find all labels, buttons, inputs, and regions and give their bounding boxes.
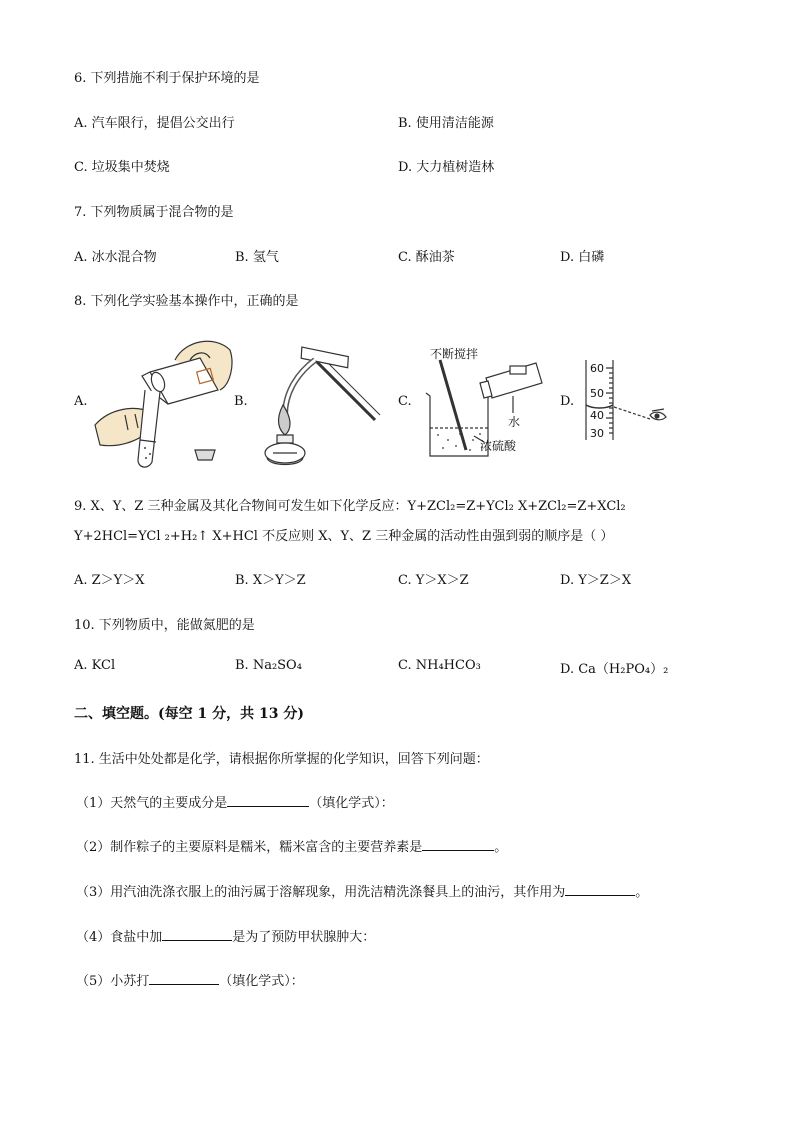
q8-label-a: A. (74, 394, 88, 409)
q7-option-a: A. 冰水混合物 (74, 250, 157, 265)
q11-p4-blank[interactable] (162, 928, 232, 941)
q9-option-c: C. Y＞X＞Z (398, 573, 469, 588)
fig-c-acid-label: 浓硫酸 (480, 439, 517, 453)
q10-option-a: A. KCl (74, 658, 116, 673)
fig-d-tick-50: 50 (590, 387, 604, 400)
figure-graduated-cylinder (578, 355, 678, 445)
q6-option-c: C. 垃圾集中焚烧 (74, 160, 170, 175)
figure-diluting-acid (418, 338, 553, 463)
q6-option-a: A. 汽车限行，提倡公交出行 (74, 116, 235, 131)
section-2-title: 二、填空题。(每空 1 分，共 13 分) (74, 706, 304, 722)
q6-option-d: D. 大力植树造林 (398, 160, 495, 175)
q9-option-b: B. X＞Y＞Z (235, 573, 306, 588)
q11-p5-blank[interactable] (149, 972, 219, 985)
q8-stem: 8. 下列化学实验基本操作中，正确的是 (74, 294, 299, 309)
q9-option-a: A. Z＞Y＞X (74, 573, 145, 588)
q11-p5-pre: （5）小苏打 (76, 974, 150, 989)
q11-stem: 11. 生活中处处都是化学，请根据你所掌握的化学知识，回答下列问题： (74, 752, 489, 767)
q8-label-c: C. (398, 394, 412, 409)
q11-p1-blank[interactable] (227, 794, 309, 807)
q9-option-d: D. Y＞Z＞X (560, 573, 632, 588)
fig-d-tick-40: 40 (590, 409, 604, 422)
q11-p4-pre: （4）食盐中加 (76, 930, 163, 945)
q10-option-c: C. NH₄HCO₃ (398, 658, 481, 673)
q11-p3-blank[interactable] (565, 883, 635, 896)
fig-d-tick-60: 60 (590, 362, 604, 375)
q11-p2-post: 。 (494, 840, 508, 855)
q11-part-1 (76, 792, 394, 811)
q11-part-2 (76, 836, 507, 855)
figure-heating-test-tube (255, 335, 385, 470)
q11-p3-pre: （3）用汽油洗涤衣服上的油污属于溶解现象，用洗洁精洗涤餐具上的油污，其作用为 (76, 885, 566, 900)
q7-option-d: D. 白磷 (560, 250, 605, 265)
q11-p4-post: 是为了预防甲状腺肿大： (232, 930, 376, 945)
q8-label-d: D. (560, 394, 575, 409)
q9-line2: Y+2HCl=YCl ₂+H₂↑ X+HCl 不反应则 X、Y、Z 三种金属的活动性由强到弱的顺序是（ ） (74, 529, 614, 544)
figure-pouring-liquid (90, 330, 240, 470)
q6-stem: 6. 下列措施不利于保护环境的是 (74, 71, 260, 86)
q11-p1-post: （填化学式）： (309, 796, 394, 811)
q10-stem: 10. 下列物质中，能做氮肥的是 (74, 618, 255, 633)
q7-option-b: B. 氢气 (235, 250, 279, 265)
q6-option-b: B. 使用清洁能源 (398, 116, 494, 131)
q11-p2-pre: （2）制作粽子的主要原料是糯米，糯米富含的主要营养素是 (76, 840, 423, 855)
q11-part-4 (76, 926, 375, 945)
fig-d-tick-30: 30 (590, 427, 604, 440)
q9-line1: 9. X、Y、Z 三种金属及其化合物间可发生如下化学反应：Y+ZCl₂=Z+YCl₂ X+ZCl₂=Z+XCl₂ (74, 499, 626, 514)
fig-c-water-label: 水 (508, 415, 521, 429)
q11-p3-post: 。 (635, 885, 649, 900)
q10-option-d: D. Ca（H₂PO₄）₂ (560, 662, 669, 677)
q11-p1-pre: （1）天然气的主要成分是 (76, 796, 228, 811)
q11-p2-blank[interactable] (422, 838, 494, 851)
q7-option-c: C. 酥油茶 (398, 250, 455, 265)
q11-p5-post: （填化学式）： (219, 974, 304, 989)
q11-part-3 (76, 881, 648, 900)
q10-option-b: B. Na₂SO₄ (235, 658, 302, 673)
q11-part-5 (76, 970, 304, 989)
fig-c-stir-label: 不断搅拌 (430, 347, 479, 361)
q7-stem: 7. 下列物质属于混合物的是 (74, 205, 234, 220)
q8-label-b: B. (234, 394, 248, 409)
